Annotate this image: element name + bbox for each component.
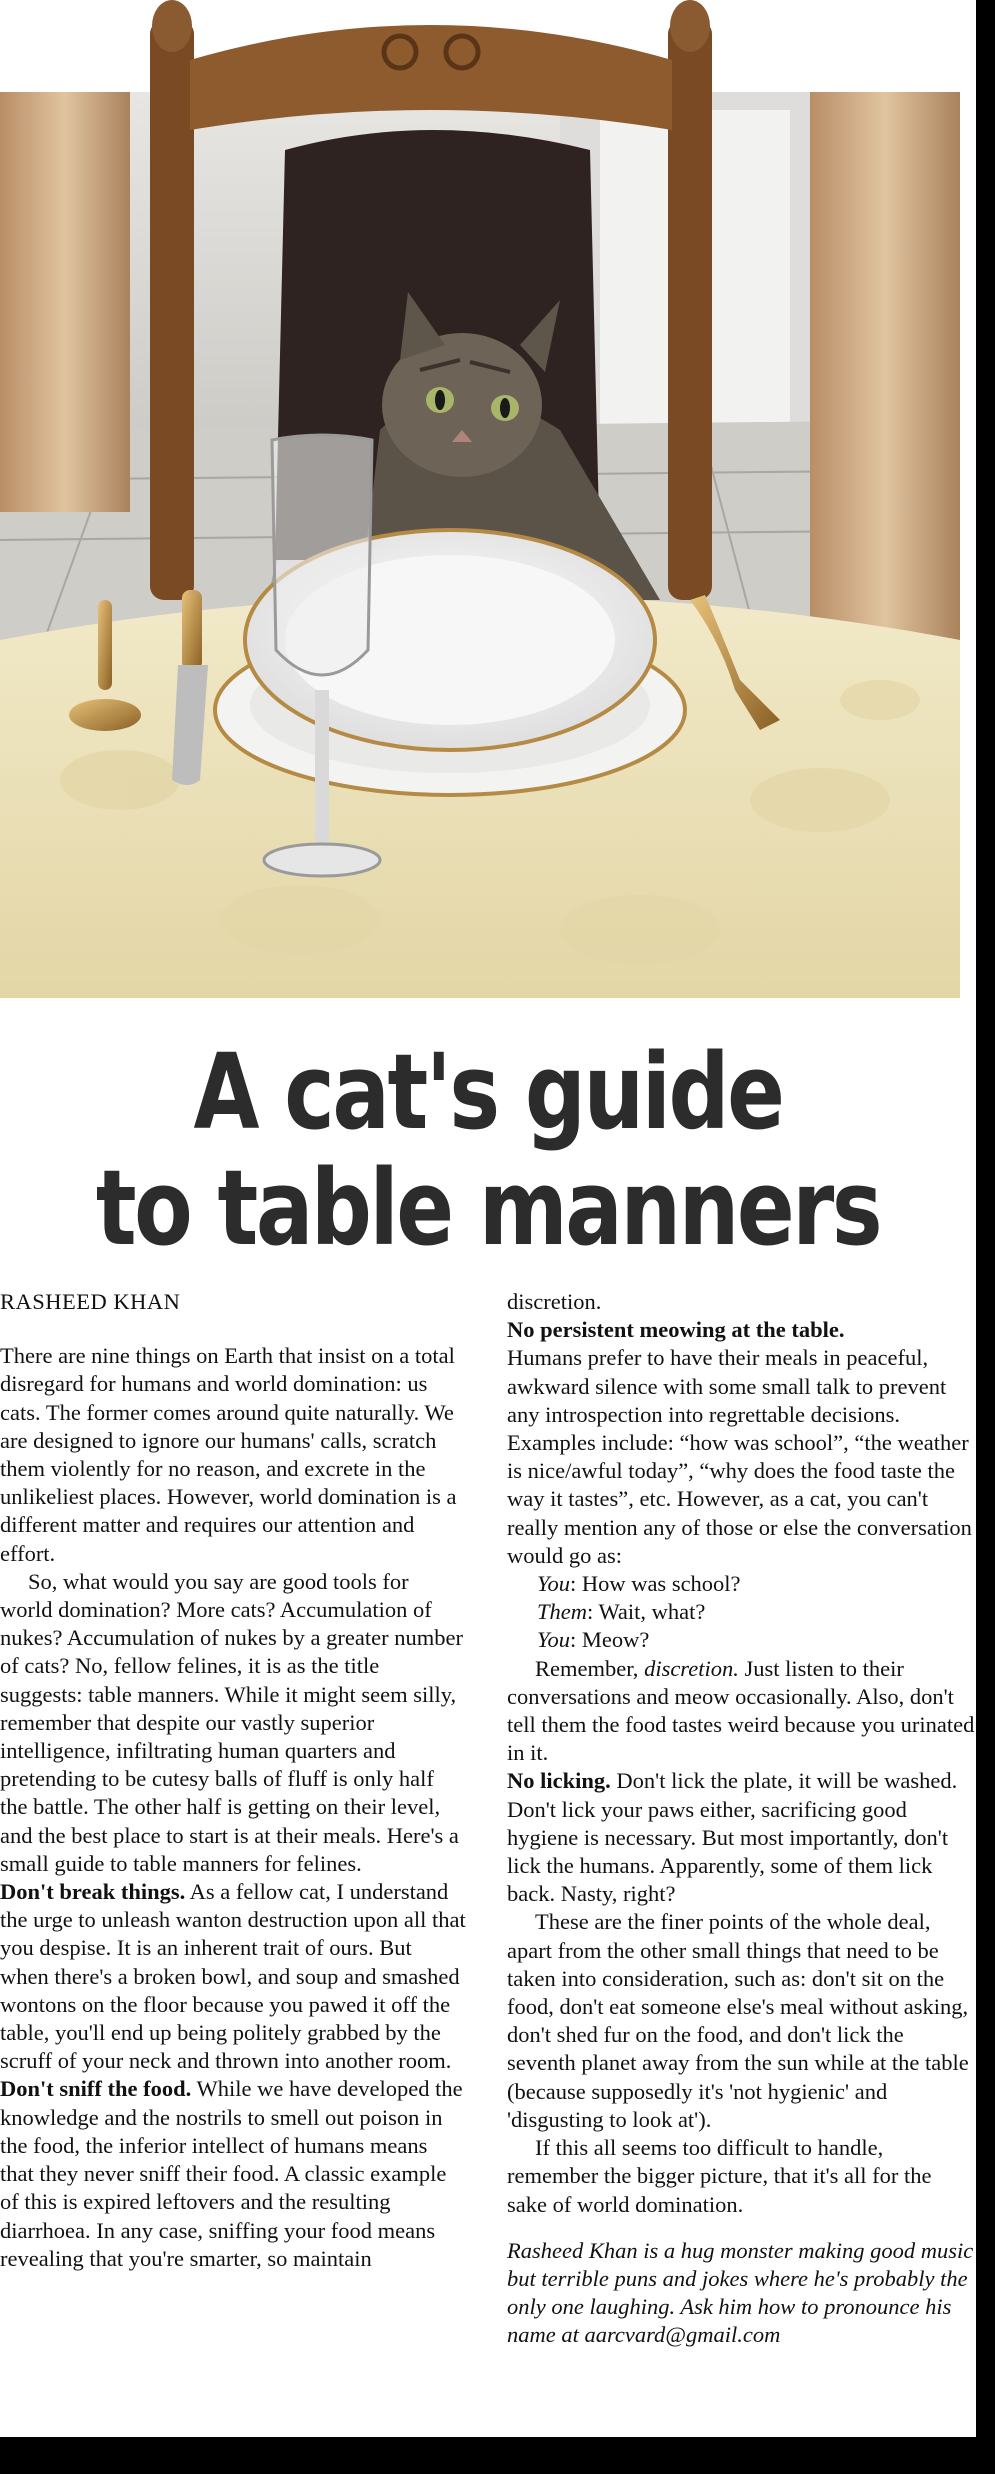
paragraph-tools: So, what would you say are good tools for world domination? More cats? Accumulation of nukes? Accumulation of nukes by a greater number of cats? No, fellow felines, it is as the title suggests: table manners. While it might seem silly, remember that despite our vastly superior intelligence, infiltrating human quarters and pretending to be cutesy balls of fluff is only half the battle. The other half is getting on their level, and the best place to start is at their meals. Here's a small guide to table manners for felines. bbox=[0, 1568, 463, 1876]
section-no-licking bbox=[507, 1767, 975, 1908]
headline-line-2: to table manners bbox=[95, 1147, 881, 1269]
dialogue-speaker: You bbox=[537, 1627, 570, 1653]
paragraph-continued: discretion. bbox=[507, 1289, 602, 1314]
section-no-meowing-heading bbox=[507, 1316, 975, 1344]
text-run: Remember, bbox=[535, 1655, 645, 1681]
section-dont-break-things bbox=[0, 1878, 466, 2075]
section-heading: Don't break things. bbox=[0, 1879, 186, 1905]
paragraph-finer-points: These are the finer points of the whole deal, apart from the other small things that need to be taken into consideration, such as: don't sit on the food, don't eat someone else's meal without asking, don't shed fur on the food, and don't lick the seventh planet away from the sun while at the table (because supposedly it's 'not hygienic' and 'disgusting to look at'). bbox=[507, 1909, 969, 2132]
paragraph-conclusion: If this all seems too difficult to handle, remember the bigger picture, that it's all for the sake of world domination. bbox=[507, 2135, 932, 2217]
section-dont-sniff-food bbox=[0, 2075, 466, 2272]
cat-at-table-photo bbox=[0, 0, 976, 998]
emphasis: discretion. bbox=[644, 1655, 739, 1681]
text-run: Just listen to their conversations and meow occasionally. Also, don't tell them the food tastes weird because you urinated in it. bbox=[507, 1655, 975, 1766]
dialogue-text: : Wait, what? bbox=[587, 1599, 706, 1625]
author-bio: Rasheed Khan is a hug monster making good music but terrible puns and jokes where he's probably the only one laughing. Ask him how to pronounce his name at aarcvard@gmail.com bbox=[507, 2237, 974, 2348]
dialogue-line bbox=[507, 1598, 975, 1626]
paragraph-remember bbox=[507, 1655, 975, 1768]
dialogue-text: : Meow? bbox=[569, 1627, 650, 1653]
article-column-left bbox=[0, 1288, 466, 2273]
dialogue-speaker: You bbox=[537, 1571, 570, 1597]
headline-line-1: A cat's guide bbox=[193, 1031, 783, 1153]
paragraph-intro: There are nine things on Earth that insist on a total disregard for humans and world domination: us cats. The former comes around quite naturally. We are designed to ignore our humans' calls, scratch them violently for no reason, and excrete in the unlikeliest places. However, world domination is a different matter and requires our attention and effort. bbox=[0, 1343, 457, 1566]
section-heading: No licking. bbox=[507, 1768, 611, 1794]
dialogue-line bbox=[507, 1626, 975, 1654]
section-heading: Don't sniff the food. bbox=[0, 2076, 192, 2102]
dialogue-text: : How was school? bbox=[569, 1571, 741, 1597]
section-heading: No persistent meowing at the table. bbox=[507, 1317, 845, 1343]
dialogue-speaker: Them bbox=[537, 1599, 587, 1625]
byline: RASHEED KHAN bbox=[0, 1289, 181, 1314]
section-body: Don't lick the plate, it will be washed. Don't lick your paws either, sacrificing good hygiene is necessary. But most importantly, don't lick the humans. Apparently, some of them lick back. Nasty, right? bbox=[507, 1768, 958, 1907]
section-body: While we have developed the knowledge and the nostrils to smell out poison in the food, the inferior intellect of humans means that they never sniff their food. A classic example of this is expired leftovers and the resulting diarrhoea. In any case, sniffing your food means revealing that you're smarter, so maintain bbox=[0, 2076, 463, 2271]
article-column-right bbox=[507, 1288, 975, 2350]
dialogue-line bbox=[507, 1570, 975, 1598]
section-body: As a fellow cat, I understand the urge to unleash wanton destruction upon all that you despise. It is an inherent trait of ours. But when there's a broken bowl, and soup and smashed wontons on the floor because you pawed it off the table, you'll end up being politely grabbed by the scruff of your neck and thrown into another room. bbox=[0, 1879, 466, 2074]
section-no-meowing-body: Humans prefer to have their meals in peaceful, awkward silence with some small talk to prevent any introspection into regrettable decisions. Examples include: “how was school”, “the weather is nice/awful today”, “why does the food taste the way it tastes”, etc. However, as a cat, you can't really mention any of those or else the conversation would go as: bbox=[507, 1345, 972, 1568]
